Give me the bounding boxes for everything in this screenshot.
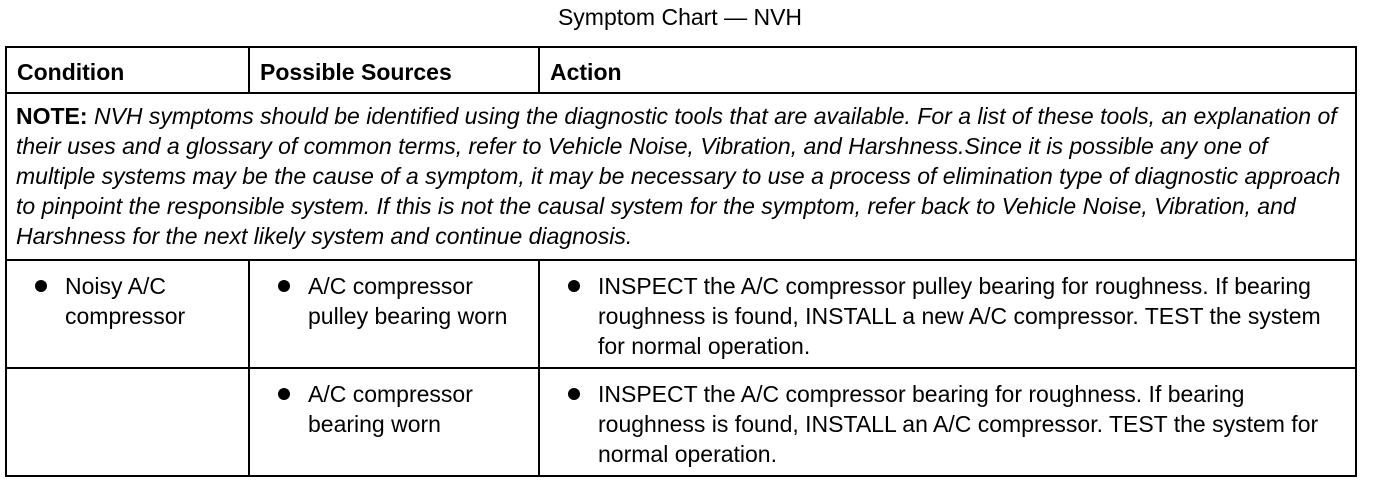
header-row bbox=[6, 47, 1356, 93]
action-text: INSPECT the A/C compressor pulley bearing for roughness. If bearing roughness is found, INSTALL a new A/C compressor. TEST the system for normal operation. bbox=[598, 273, 1321, 359]
condition-cell bbox=[6, 260, 249, 368]
header-action: Action bbox=[539, 47, 1356, 93]
chart-title: Symptom Chart — NVH bbox=[557, 4, 803, 30]
note-label: NOTE: bbox=[16, 103, 88, 129]
bullet-icon bbox=[568, 388, 580, 400]
symptom-chart-table bbox=[5, 46, 1357, 477]
action-cell bbox=[539, 368, 1356, 476]
table-row bbox=[6, 368, 1356, 476]
note-text: NVH symptoms should be identified using the diagnostic tools that are available. For a list of these tools, an explanation of their uses and a glossary of common terms, refer to Vehicle Noise, Vibration, and Harshness.Since it is possible any one of multiple systems may be the cause of a symptom, it may be necessary to use a process of elimination type of diagnostic approach to pinpoint the responsible system. If this is not the causal system for the symptom, refer back to Vehicle Noise, Vibration, and Harshness for the next likely system and continue diagnosis. bbox=[16, 103, 1341, 249]
bullet-item bbox=[21, 271, 240, 331]
source-cell bbox=[249, 368, 539, 476]
bullet-icon bbox=[568, 280, 580, 292]
bullet-icon bbox=[278, 280, 290, 292]
bullet-icon bbox=[278, 388, 290, 400]
source-text: A/C compressor pulley bearing worn bbox=[308, 273, 508, 329]
condition-text: Noisy A/C compressor bbox=[65, 273, 186, 329]
table-row bbox=[6, 260, 1356, 368]
header-condition: Condition bbox=[6, 47, 249, 93]
source-text: A/C compressor bearing worn bbox=[308, 381, 473, 437]
bullet-item bbox=[554, 379, 1347, 469]
note-row bbox=[6, 93, 1356, 260]
bullet-icon bbox=[35, 280, 47, 292]
bullet-item bbox=[264, 379, 530, 439]
action-text: INSPECT the A/C compressor bearing for roughness. If bearing roughness is found, INSTALL an A/C compressor. TEST the system for normal operation. bbox=[598, 381, 1319, 467]
condition-cell bbox=[6, 368, 249, 476]
bullet-item bbox=[264, 271, 530, 331]
header-possible-sources: Possible Sources bbox=[249, 47, 539, 93]
bullet-item bbox=[554, 271, 1347, 361]
note-cell bbox=[6, 93, 1356, 260]
source-cell bbox=[249, 260, 539, 368]
action-cell bbox=[539, 260, 1356, 368]
